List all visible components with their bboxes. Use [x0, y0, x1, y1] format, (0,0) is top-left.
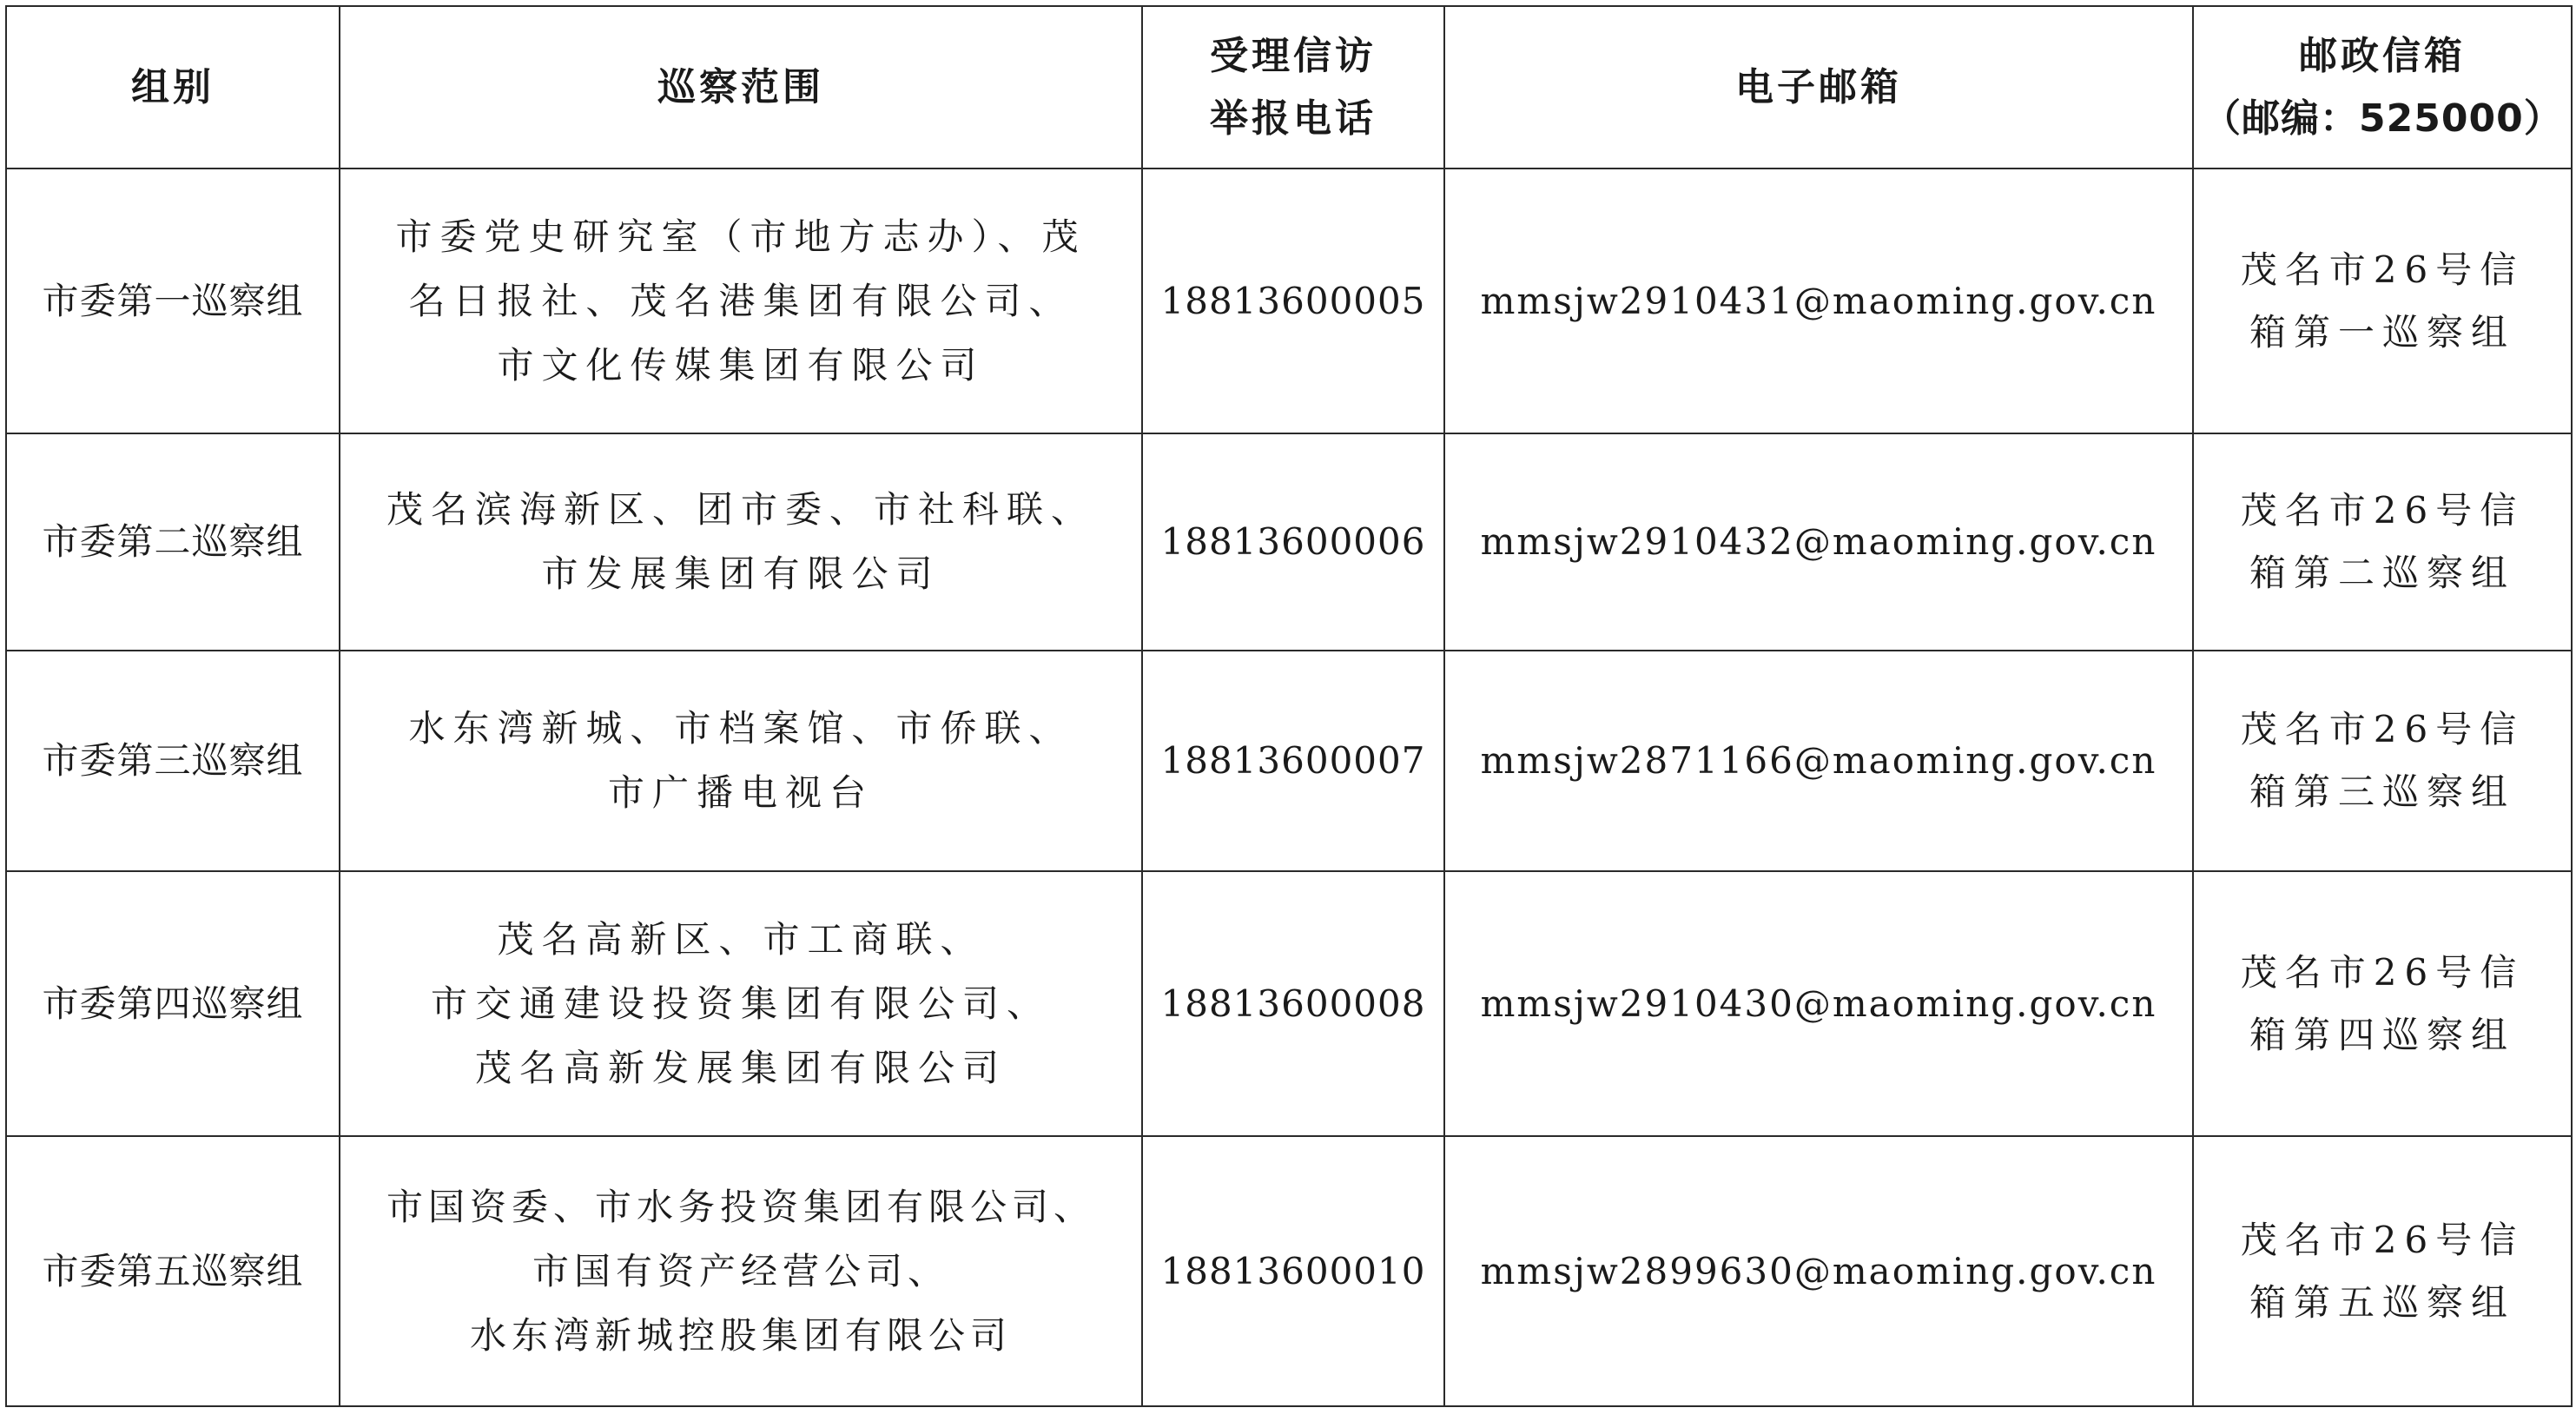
- postal-cell: 茂名市26号信箱第四巡察组: [2193, 871, 2572, 1136]
- scope-line: 市文化传媒集团有限公司: [497, 343, 985, 387]
- header-postal-line2: （邮编：525000）: [2203, 96, 2563, 141]
- email-cell: mmsjw2899630@maoming.gov.cn: [1444, 1136, 2193, 1406]
- inspection-contact-table: [5, 5, 2573, 1407]
- scope-line: 茂名高新区、市工商联、: [497, 917, 985, 961]
- group-cell: 市委第五巡察组: [6, 1136, 340, 1406]
- postal-cell: 茂名市26号信箱第三巡察组: [2193, 651, 2572, 871]
- scope-line: 市交通建设投资集团有限公司、: [430, 981, 1051, 1025]
- group-cell: 市委第三巡察组: [6, 651, 340, 871]
- scope-line: 市委党史研究室（市地方志办）、茂: [395, 215, 1087, 258]
- scope-cell: [340, 651, 1142, 871]
- postal-cell: 茂名市26号信箱第一巡察组: [2193, 169, 2572, 433]
- scope-line: 水东湾新城、市档案馆、市侨联、: [408, 707, 1073, 750]
- phone-cell: 18813600006: [1142, 433, 1444, 651]
- email-cell: mmsjw2910432@maoming.gov.cn: [1444, 433, 2193, 651]
- scope-line: 市国资委、市水务投资集团有限公司、: [386, 1185, 1095, 1228]
- phone-cell: 18813600007: [1142, 651, 1444, 871]
- phone-cell: 18813600010: [1142, 1136, 1444, 1406]
- phone-cell: 18813600008: [1142, 871, 1444, 1136]
- group-cell: 市委第四巡察组: [6, 871, 340, 1136]
- table-row: [6, 651, 2572, 871]
- scope-line: 水东湾新城控股集团有限公司: [469, 1313, 1012, 1357]
- table-row: [6, 871, 2572, 1136]
- header-phone: [1142, 6, 1444, 169]
- scope-cell: [340, 1136, 1142, 1406]
- scope-line: 名日报社、茂名港集团有限公司、: [408, 279, 1073, 322]
- email-cell: mmsjw2910430@maoming.gov.cn: [1444, 871, 2193, 1136]
- scope-cell: [340, 871, 1142, 1136]
- header-postal-line1: 邮政信箱: [2299, 33, 2466, 78]
- table-row: [6, 433, 2572, 651]
- group-cell: 市委第一巡察组: [6, 169, 340, 433]
- email-cell: mmsjw2910431@maoming.gov.cn: [1444, 169, 2193, 433]
- header-phone-line1: 受理信访: [1210, 33, 1377, 78]
- table-row: [6, 1136, 2572, 1406]
- scope-line: 茂名高新发展集团有限公司: [474, 1046, 1007, 1089]
- scope-line: 市广播电视台: [607, 771, 874, 814]
- header-phone-line2: 举报电话: [1210, 96, 1377, 141]
- email-cell: mmsjw2871166@maoming.gov.cn: [1444, 651, 2193, 871]
- header-email: 电子邮箱: [1444, 6, 2193, 169]
- scope-line: 市发展集团有限公司: [541, 552, 941, 595]
- header-group: 组别: [6, 6, 340, 169]
- scope-cell: [340, 433, 1142, 651]
- scope-line: 市国有资产经营公司、: [532, 1249, 949, 1292]
- header-postal: [2193, 6, 2572, 169]
- postal-cell: 茂名市26号信箱第二巡察组: [2193, 433, 2572, 651]
- header-row: [6, 6, 2572, 169]
- header-scope: 巡察范围: [340, 6, 1142, 169]
- table-row: [6, 169, 2572, 433]
- scope-cell: [340, 169, 1142, 433]
- phone-cell: 18813600005: [1142, 169, 1444, 433]
- scope-line: 茂名滨海新区、团市委、市社科联、: [386, 488, 1095, 531]
- group-cell: 市委第二巡察组: [6, 433, 340, 651]
- postal-cell: 茂名市26号信箱第五巡察组: [2193, 1136, 2572, 1406]
